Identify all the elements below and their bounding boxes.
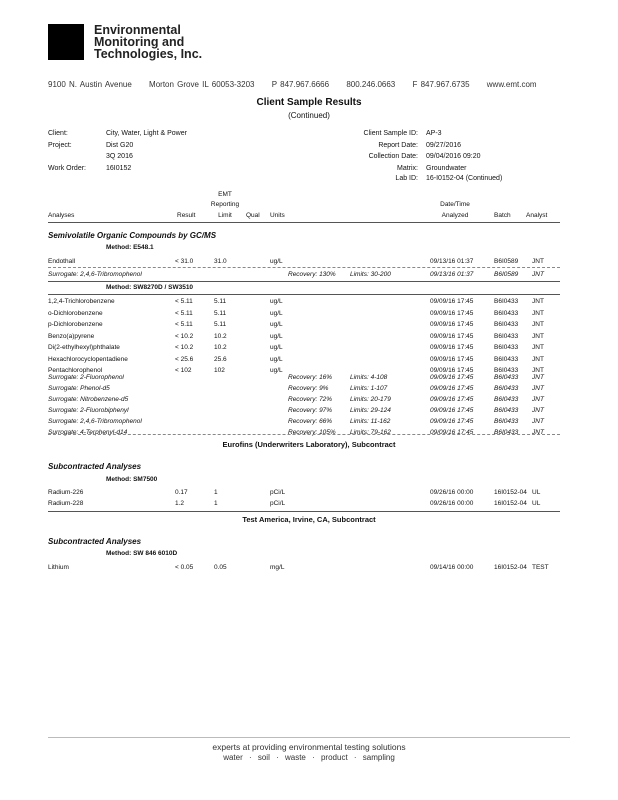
subcontract-eurofins-title: Eurofins (Underwriters Laboratory), Subcontract (222, 440, 396, 449)
cell-limits: Limits: 4-108 (350, 374, 388, 381)
project-label: Project: (48, 142, 72, 149)
project-value: Dist G20 (106, 142, 134, 149)
lab-id-value: 16-I0152-04 (Continued) (426, 175, 503, 182)
cell-analyte: Hexachlorocyclopentadiene (48, 355, 128, 363)
matrix-label: Matrix: (397, 165, 418, 172)
cell-analyst: JNT (532, 396, 544, 403)
cell-analyzed: 09/09/16 17:45 (430, 407, 474, 414)
cell-analyst: JNT (532, 271, 544, 278)
cell-analyzed: 09/09/16 17:45 (430, 344, 474, 351)
page-title: Client Sample Results (256, 97, 362, 108)
cell-analyst: JNT (532, 418, 544, 425)
surrogate-row (48, 407, 608, 417)
page-subtitle: (Continued) (288, 111, 330, 120)
header-divider (48, 222, 560, 223)
cell-analyzed: 09/26/16 00:00 (430, 489, 474, 496)
cell-analyzed: 09/14/16 00:00 (430, 564, 474, 571)
cell-batch: B6I0433 (494, 396, 519, 403)
table-row (48, 344, 608, 354)
cell-surrogate: Surrogate: Phenol-d5 (48, 385, 110, 392)
cell-recovery: Recovery: 130% (288, 271, 336, 278)
company-name-line3: Technologies, Inc. (94, 47, 203, 61)
cell-surrogate: Surrogate: Nitrobenzene-d5 (48, 396, 129, 403)
method-sw846-6010d: Method: SW 846 6010D (106, 550, 178, 557)
cell-limit: 25.6 (214, 355, 227, 363)
cell-analyst: JNT (532, 321, 544, 328)
col-header-analyst: Analyst (526, 212, 548, 219)
cell-surrogate: Surrogate: 2-Fluorobiphenyl (48, 407, 129, 414)
cell-result: < 25.6 (175, 355, 194, 363)
col-header-datetime: Date/Time (440, 201, 470, 208)
cell-analyst: JNT (532, 355, 544, 363)
cell-limits: Limits: 11-162 (350, 418, 391, 425)
cell-units: ug/L (270, 367, 283, 374)
workorder-label: Work Order: (48, 165, 86, 172)
cell-batch: B6I0433 (494, 332, 519, 340)
surrogate-row (48, 396, 608, 406)
col-header-reporting: Reporting (210, 201, 240, 208)
cell-batch: B6I0433 (494, 429, 519, 436)
cell-batch: 16I0152-04 (494, 500, 527, 507)
surrogate-row (48, 374, 608, 384)
cell-limit: 1 (214, 489, 218, 496)
project-period: 3Q 2016 (106, 153, 133, 160)
client-value: City, Water, Light & Power (106, 130, 187, 137)
website-link[interactable]: www.emt.com (486, 80, 537, 89)
cell-units: ug/L (270, 298, 283, 305)
cell-surrogate: Surrogate: 2-Fluorophenol (48, 374, 124, 381)
cell-limit: 10.2 (214, 332, 227, 340)
cell-limit: 5.11 (214, 298, 227, 305)
cell-analyst: JNT (532, 407, 544, 414)
method-e548: Method: E548.1 (106, 244, 154, 251)
cell-analyzed: 09/13/16 01:37 (430, 258, 474, 265)
collection-date-label: Collection Date: (368, 153, 418, 160)
cell-units: ug/L (270, 332, 283, 340)
cell-result: 1.2 (175, 500, 185, 507)
cell-analyst: JNT (532, 344, 544, 351)
city-state-zip: Morton Grove IL 60053-3203 (149, 80, 255, 89)
cell-analyzed: 09/09/16 17:45 (430, 321, 474, 328)
cell-analyzed: 09/09/16 17:45 (430, 396, 474, 403)
cell-recovery: Recovery: 66% (288, 418, 333, 425)
cell-recovery: Recovery: 97% (288, 407, 333, 414)
client-label: Client: (48, 130, 68, 137)
cell-units: ug/L (270, 355, 283, 363)
cell-analyst: UL (532, 500, 541, 507)
company-name-line2: Monitoring and (94, 35, 185, 49)
cell-result: 0.17 (175, 489, 188, 496)
cell-analyte: Di(2-ethylhexyl)phthalate (48, 344, 120, 351)
cell-analyte: o-Dichlorobenzene (48, 309, 103, 317)
phone-number: P 847.967.6666 (271, 80, 330, 89)
method-divider-1 (48, 281, 560, 282)
table-row (48, 333, 608, 343)
matrix-value: Groundwater (426, 165, 467, 172)
street-address: 9100 N. Austin Avenue (48, 80, 132, 89)
cell-batch: B6I0433 (494, 298, 519, 305)
cell-limit: 0.05 (214, 564, 227, 571)
cell-analyst: UL (532, 489, 541, 496)
cell-analyte: Radium-226 (48, 489, 84, 496)
col-header-batch: Batch (494, 212, 511, 219)
table-row (48, 564, 608, 574)
sample-id-label: Client Sample ID: (363, 130, 418, 137)
cell-units: ug/L (270, 258, 283, 265)
cell-analyzed: 09/09/16 17:45 (430, 429, 474, 436)
cell-analyte: Pentachlorophenol (48, 367, 103, 374)
cell-analyst: JNT (532, 332, 544, 340)
cell-batch: B6I0433 (494, 355, 519, 363)
fax-number: F 847.967.6735 (412, 80, 470, 89)
cell-limits: Limits: 30-200 (350, 271, 391, 278)
col-header-limit: Limit (218, 212, 232, 219)
cell-analyzed: 09/09/16 17:45 (430, 367, 474, 374)
cell-analyzed: 09/09/16 17:45 (430, 374, 474, 381)
table-row (48, 310, 608, 320)
cell-result: < 0.05 (175, 564, 194, 571)
subcontracted-analyses-2: Subcontracted Analyses (48, 537, 142, 546)
lab-id-label: Lab ID: (395, 175, 418, 182)
subcontract-testamerica-title: Test America, Irvine, CA, Subcontract (242, 515, 376, 524)
cell-limit: 31.0 (214, 258, 227, 265)
cell-batch: B6I0433 (494, 367, 519, 374)
cell-result: < 5.11 (175, 321, 193, 328)
footer-divider (48, 737, 570, 738)
cell-units: pCi/L (270, 500, 286, 507)
collection-date-value: 09/04/2016 09:20 (426, 153, 481, 160)
subcontract-divider-1 (48, 511, 560, 512)
cell-batch: B6I0433 (494, 418, 519, 425)
surrogate-row (48, 418, 608, 428)
cell-analyst: JNT (532, 298, 544, 305)
cell-units: ug/L (270, 309, 283, 317)
surrogate-row (48, 271, 608, 281)
cell-limit: 5.11 (214, 321, 227, 328)
cell-result: < 10.2 (175, 344, 194, 351)
cell-limits: Limits: 20-179 (350, 396, 391, 403)
company-logo (48, 24, 84, 60)
report-date-value: 09/27/2016 (426, 142, 462, 149)
col-header-emt: EMT (218, 191, 232, 198)
method-sw8270d: Method: SW8270D / SW3510 (106, 284, 194, 291)
col-header-qual: Qual (246, 212, 260, 219)
tollfree-number: 800.246.0663 (346, 80, 396, 89)
table-row (48, 298, 608, 308)
cell-result: < 5.11 (175, 309, 193, 317)
report-date-label: Report Date: (378, 142, 418, 149)
cell-limit: 10.2 (214, 344, 227, 351)
cell-surrogate: Surrogate: 2,4,6-Tribromophenol (48, 418, 142, 425)
cell-batch: 16I0152-04 (494, 564, 527, 571)
cell-analyzed: 09/09/16 17:45 (430, 418, 474, 425)
cell-analyst: JNT (532, 309, 544, 317)
cell-result: < 102 (175, 367, 192, 374)
cell-limits: Limits: 1-107 (350, 385, 388, 392)
section-title-svoc: Semivolatile Organic Compounds by GC/MS (48, 231, 217, 240)
cell-analyte: p-Dichlorobenzene (48, 321, 103, 328)
cell-analyte: 1,2,4-Trichlorobenzene (48, 298, 115, 305)
cell-result: < 31.0 (175, 258, 194, 265)
table-row (48, 321, 608, 331)
cell-units: ug/L (270, 344, 283, 351)
cell-analyst: JNT (532, 374, 544, 381)
cell-batch: B6I0433 (494, 309, 519, 317)
cell-units: pCi/L (270, 489, 286, 496)
cell-analyte: Radium-228 (48, 500, 84, 507)
cell-batch: B6I0433 (494, 407, 519, 414)
workorder-value: 16I0152 (106, 165, 132, 172)
cell-analyst: JNT (532, 258, 544, 265)
company-name (94, 24, 202, 60)
company-name-line1: Environmental (94, 23, 181, 37)
cell-analyzed: 09/09/16 17:45 (430, 298, 474, 305)
cell-analyzed: 09/09/16 17:45 (430, 309, 474, 317)
cell-limit: 5.11 (214, 309, 227, 317)
cell-limit: 102 (214, 367, 225, 374)
cell-surrogate: Surrogate: 4-Terphenyl-d14 (48, 429, 128, 436)
cell-surrogate: Surrogate: 2,4,6-Tribromophenol (48, 271, 142, 278)
col-header-result: Result (177, 212, 196, 219)
cell-batch: 16I0152-04 (494, 489, 527, 496)
cell-limits: Limits: 79-162 (350, 429, 391, 436)
cell-analyst: TEST (532, 564, 549, 571)
surrogate-divider-1 (48, 267, 560, 268)
cell-result: < 10.2 (175, 332, 194, 340)
table-row (48, 500, 608, 510)
cell-units: ug/L (270, 321, 283, 328)
table-row (48, 356, 608, 366)
footer-services: water · soil · waste · product · sampling (223, 753, 395, 762)
cell-analyst: JNT (532, 429, 544, 436)
cell-batch: B6I0433 (494, 344, 519, 351)
col-header-analyses: Analyses (48, 212, 75, 219)
cell-batch: B6I0433 (494, 321, 519, 328)
cell-analyzed: 09/09/16 17:45 (430, 355, 474, 363)
method-divider-2 (48, 294, 560, 295)
cell-analyzed: 09/26/16 00:00 (430, 500, 474, 507)
cell-batch: B6I0433 (494, 385, 519, 392)
col-header-units: Units (270, 212, 285, 219)
cell-analyzed: 09/13/16 01:37 (430, 271, 474, 278)
surrogate-divider-2 (48, 434, 560, 435)
cell-recovery: Recovery: 9% (288, 385, 329, 392)
cell-analyzed: 09/09/16 17:45 (430, 385, 474, 392)
cell-limits: Limits: 29-124 (350, 407, 391, 414)
cell-recovery: Recovery: 72% (288, 396, 333, 403)
cell-analyst: JNT (532, 367, 544, 374)
col-header-analyzed: Analyzed (441, 212, 469, 219)
company-address (48, 80, 551, 89)
method-sm7500: Method: SM7500 (106, 476, 158, 483)
surrogate-row (48, 385, 608, 395)
cell-analyzed: 09/09/16 17:45 (430, 332, 474, 340)
cell-batch: B6I0589 (494, 258, 519, 265)
cell-result: < 5.11 (175, 298, 193, 305)
cell-recovery: Recovery: 105% (288, 429, 336, 436)
cell-limit: 1 (214, 500, 218, 507)
cell-analyte: Lithium (48, 564, 69, 571)
cell-batch: B6I0433 (494, 374, 519, 381)
cell-batch: B6I0589 (494, 271, 519, 278)
subcontracted-analyses-1: Subcontracted Analyses (48, 462, 142, 471)
cell-units: mg/L (270, 564, 285, 571)
table-row (48, 489, 608, 499)
cell-recovery: Recovery: 16% (288, 374, 333, 381)
cell-analyte: Benzo(a)pyrene (48, 332, 95, 340)
cell-analyte: Endothall (48, 258, 76, 265)
sample-id-value: AP-3 (426, 130, 442, 137)
footer-tagline: experts at providing environmental testing solutions (212, 742, 406, 752)
cell-analyst: JNT (532, 385, 544, 392)
